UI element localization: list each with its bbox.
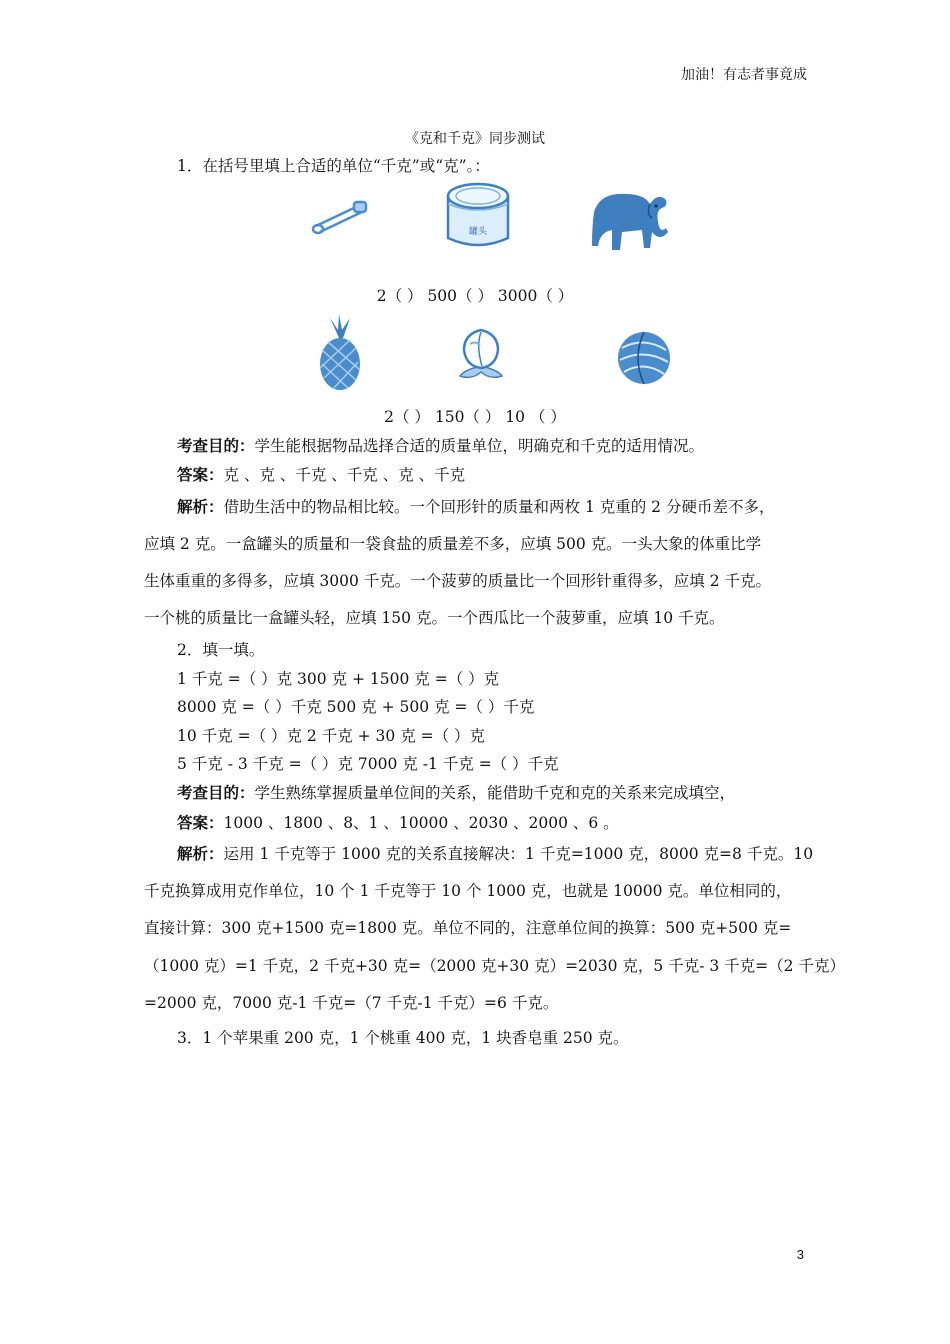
question-1-analysis-line4: 一个桃的质量比一盒罐头轻，应填 150 克。一个西瓜比一个菠萝重，应填 10 千克。 <box>144 609 725 627</box>
elephant-icon <box>586 182 670 256</box>
question-1-row2-values: 2（ ） 150（ ） 10 （ ） <box>384 408 566 426</box>
page-header-motto: 加油！有志者事竟成 <box>681 67 807 83</box>
question-2-line2: 8000 克 =（ ）千克 500 克 + 500 克 =（ ）千克 <box>177 698 535 716</box>
question-2-analysis-line3: 直接计算：300 克+1500 克=1800 克。单位不同的，注意单位间的换算：500 克+500 克= <box>144 919 792 937</box>
pineapple-icon <box>312 314 366 392</box>
question-2-analysis-line1 <box>177 842 813 864</box>
question-2-answer <box>177 811 619 833</box>
question-1-prompt: 1．在括号里填上合适的单位“千克”或“克”。： <box>177 157 490 175</box>
analysis-text: 借助生活中的物品相比较。一个回形针的质量和两枚 1 克重的 2 分硬币差不多， <box>223 498 775 516</box>
analysis-text: 运用 1 千克等于 1000 克的关系直接解决：1 千克=1000 克，8000 克=8 千克。10 <box>223 845 814 863</box>
purpose-label: 考查目的： <box>177 436 255 455</box>
question-3-prompt: 3．1 个苹果重 200 克，1 个桃重 400 克，1 块香皂重 250 克。 <box>177 1029 629 1047</box>
question-2-line4: 5 千克 - 3 千克 =（ ）克 7000 克 -1 千克 =（ ）千克 <box>177 755 559 773</box>
peach-icon <box>456 326 506 382</box>
watermelon-icon <box>616 330 672 386</box>
question-2-purpose <box>177 781 735 803</box>
question-1-row1-values: 2（ ） 500（ ） 3000（ ） <box>376 287 574 305</box>
question-2-line1: 1 千克 =（ ）克 300 克 + 1500 克 =（ ）克 <box>177 670 500 688</box>
purpose-label: 考查目的： <box>177 783 255 802</box>
safety-pin-icon <box>310 196 370 238</box>
question-2-line3: 10 千克 =（ ）克 2 千克 + 30 克 =（ ）克 <box>177 727 486 745</box>
purpose-text: 学生能根据物品选择合适的质量单位，明确克和千克的适用情况。 <box>254 437 705 455</box>
tin-can-icon <box>444 180 512 252</box>
answer-label: 答案： <box>177 813 224 832</box>
document-title: 《克和千克》同步测试 <box>405 131 545 147</box>
question-1-analysis-line3: 生体重重的多得多，应填 3000 千克。一个菠萝的质量比一个回形针重得多，应填 2 千克。 <box>144 572 772 590</box>
tin-can-label: 罐头 <box>468 227 488 237</box>
answer-text: 1000 、1800 、8、1 、10000 、2030 、2000 、6 。 <box>223 814 619 832</box>
question-1-analysis-line2: 应填 2 克。一盒罐头的质量和一袋食盐的质量差不多，应填 500 克。一头大象的体重比学 <box>144 535 762 553</box>
answer-label: 答案： <box>177 465 224 484</box>
question-2-prompt: 2．填一填。 <box>177 641 265 659</box>
answer-text: 克 、克 、千克 、千克 、克 、千克 <box>223 466 466 484</box>
question-1-answer <box>177 463 465 485</box>
question-2-analysis-line4: （1000 克）=1 千克，2 千克+30 克=（2000 克+30 克）=2030 克，5 千克- 3 千克=（2 千克） <box>144 957 845 975</box>
analysis-label: 解析： <box>177 844 224 863</box>
analysis-label: 解析： <box>177 497 224 516</box>
page-number: 3 <box>796 1247 804 1262</box>
purpose-text: 学生熟练掌握质量单位间的关系，能借助千克和克的关系来完成填空， <box>254 784 736 802</box>
question-1-analysis-line1 <box>177 495 774 517</box>
question-2-analysis-line5: =2000 克，7000 克-1 千克=（7 千克-1 千克）=6 千克。 <box>144 994 559 1012</box>
question-1-purpose <box>177 434 704 456</box>
question-2-analysis-line2: 千克换算成用克作单位，10 个 1 千克等于 10 个 1000 克，也就是 10000 克。单位相同的， <box>144 882 792 900</box>
